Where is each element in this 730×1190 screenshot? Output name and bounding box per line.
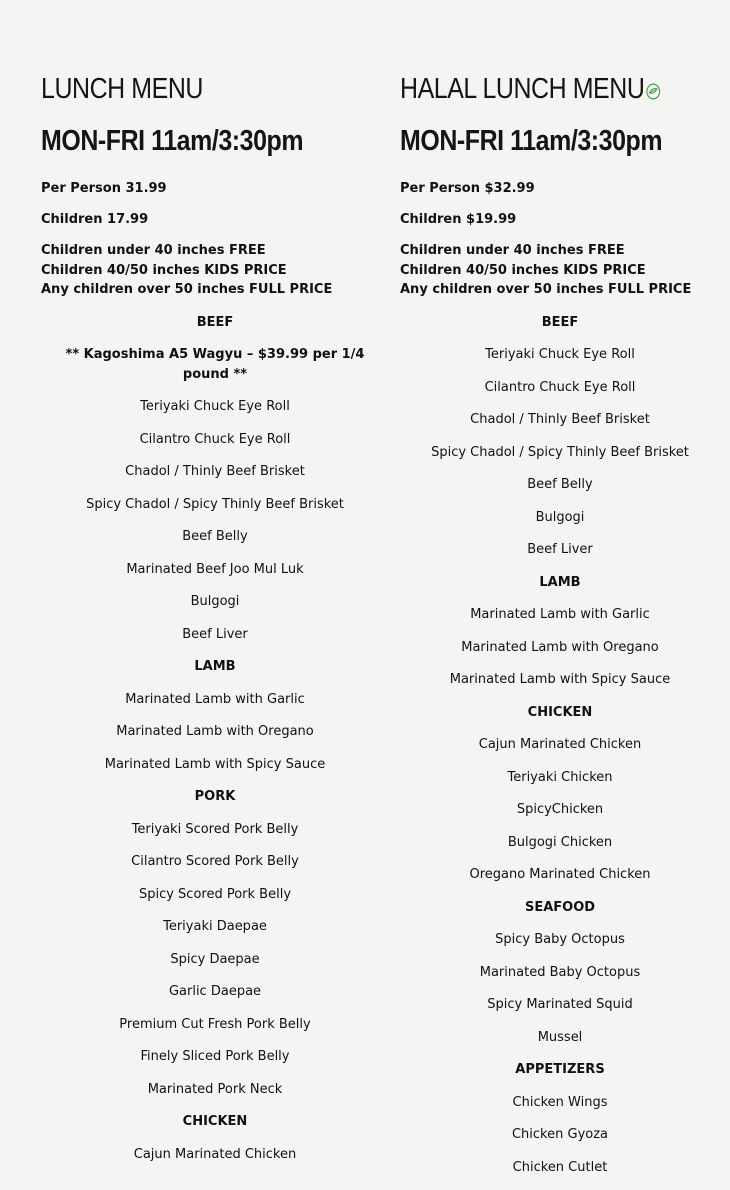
menu-item: Chadol / Thinly Beef Brisket [41, 462, 389, 495]
section-heading-chicken: CHICKEN [400, 703, 720, 736]
menu-item: Cilantro Chuck Eye Roll [400, 378, 720, 411]
menu-item: Spicy Daepae [41, 950, 389, 983]
menu-item: Marinated Pork Neck [41, 1080, 389, 1113]
halal-leaf-badge-icon [646, 72, 661, 110]
menu-item: Garlic Daepae [41, 982, 389, 1015]
lunch-menu-column [41, 70, 389, 1177]
section-heading-appetizers: APPETIZERS [400, 1060, 720, 1093]
lunch-menu-list [41, 313, 389, 1178]
menu-item: Teriyaki Scored Pork Belly [41, 820, 389, 853]
menu-item: Cilantro Chuck Eye Roll [41, 430, 389, 463]
menu-item: Marinated Lamb with Oregano [400, 638, 720, 671]
menu-item: Cajun Marinated Chicken [41, 1145, 389, 1178]
price-children: Children 17.99 [41, 212, 389, 227]
halal-menu-list [400, 313, 720, 1190]
lunch-menu-title: LUNCH MENU [41, 70, 340, 108]
menu-item: Teriyaki Daepae [41, 917, 389, 950]
menu-item: Bulgogi [41, 592, 389, 625]
wagyu-special-note: ** Kagoshima A5 Wagyu – $39.99 per 1/4 pound ** [41, 345, 389, 397]
children-pricing-rules [41, 241, 389, 300]
rule-line: Children under 40 inches FREE [41, 241, 389, 261]
menu-item: Marinated Beef Joo Mul Luk [41, 560, 389, 593]
menu-item: Marinated Lamb with Garlic [41, 690, 389, 723]
menu-item: Bulgogi Chicken [400, 833, 720, 866]
menu-item: Spicy Chadol / Spicy Thinly Beef Brisket [400, 443, 720, 476]
menu-item: Cajun Marinated Chicken [400, 735, 720, 768]
menu-item: Oregano Marinated Chicken [400, 865, 720, 898]
menu-item: Spicy Scored Pork Belly [41, 885, 389, 918]
children-pricing-rules [400, 241, 720, 300]
section-heading-seafood: SEAFOOD [400, 898, 720, 931]
price-per-person: Per Person 31.99 [41, 181, 389, 196]
rule-line: Children 40/50 inches KIDS PRICE [400, 261, 720, 281]
menu-item: Bulgogi [400, 508, 720, 541]
menu-item: Premium Cut Fresh Pork Belly [41, 1015, 389, 1048]
section-heading-beef: BEEF [400, 313, 720, 346]
menu-item: Spicy Baby Octopus [400, 930, 720, 963]
halal-lunch-menu-hours: MON-FRI 11am/3:30pm [400, 122, 675, 160]
rule-line: Children 40/50 inches KIDS PRICE [41, 261, 389, 281]
halal-lunch-menu-column [400, 70, 720, 1190]
menu-item: Marinated Lamb with Spicy Sauce [400, 670, 720, 703]
section-heading-lamb: LAMB [41, 657, 389, 690]
menu-item: Finely Sliced Pork Belly [41, 1047, 389, 1080]
menu-item: Teriyaki Chicken [400, 768, 720, 801]
menu-item: Marinated Lamb with Spicy Sauce [41, 755, 389, 788]
menu-item: Beef Belly [400, 475, 720, 508]
price-children: Children $19.99 [400, 212, 720, 227]
menu-item: Marinated Lamb with Oregano [41, 722, 389, 755]
rule-line: Any children over 50 inches FULL PRICE [41, 280, 389, 300]
lunch-menu-hours: MON-FRI 11am/3:30pm [41, 122, 340, 160]
menu-item: Mussel [400, 1028, 720, 1061]
menu-item: Chadol / Thinly Beef Brisket [400, 410, 720, 443]
menu-item: SpicyChicken [400, 800, 720, 833]
section-heading-beef: BEEF [41, 313, 389, 346]
menu-item: Spicy Marinated Squid [400, 995, 720, 1028]
menu-item: Beef Belly [41, 527, 389, 560]
menu-item: Beef Liver [41, 625, 389, 658]
halal-lunch-menu-title [400, 70, 675, 108]
halal-title-text: HALAL LUNCH MENU [400, 73, 644, 105]
section-heading-lamb: LAMB [400, 573, 720, 606]
section-heading-pork: PORK [41, 787, 389, 820]
menu-item: Chicken Wings [400, 1093, 720, 1126]
rule-line: Children under 40 inches FREE [400, 241, 720, 261]
menu-item: Teriyaki Chuck Eye Roll [41, 397, 389, 430]
menu-item: Cilantro Scored Pork Belly [41, 852, 389, 885]
menu-item: Beef Liver [400, 540, 720, 573]
price-per-person: Per Person $32.99 [400, 181, 720, 196]
menu-item: Chicken Gyoza [400, 1125, 720, 1158]
menu-item: Marinated Lamb with Garlic [400, 605, 720, 638]
menu-item: Marinated Baby Octopus [400, 963, 720, 996]
menu-item: Teriyaki Chuck Eye Roll [400, 345, 720, 378]
menu-item: Chicken Cutlet [400, 1158, 720, 1190]
rule-line: Any children over 50 inches FULL PRICE [400, 280, 720, 300]
menu-item: Spicy Chadol / Spicy Thinly Beef Brisket [41, 495, 389, 528]
section-heading-chicken: CHICKEN [41, 1112, 389, 1145]
